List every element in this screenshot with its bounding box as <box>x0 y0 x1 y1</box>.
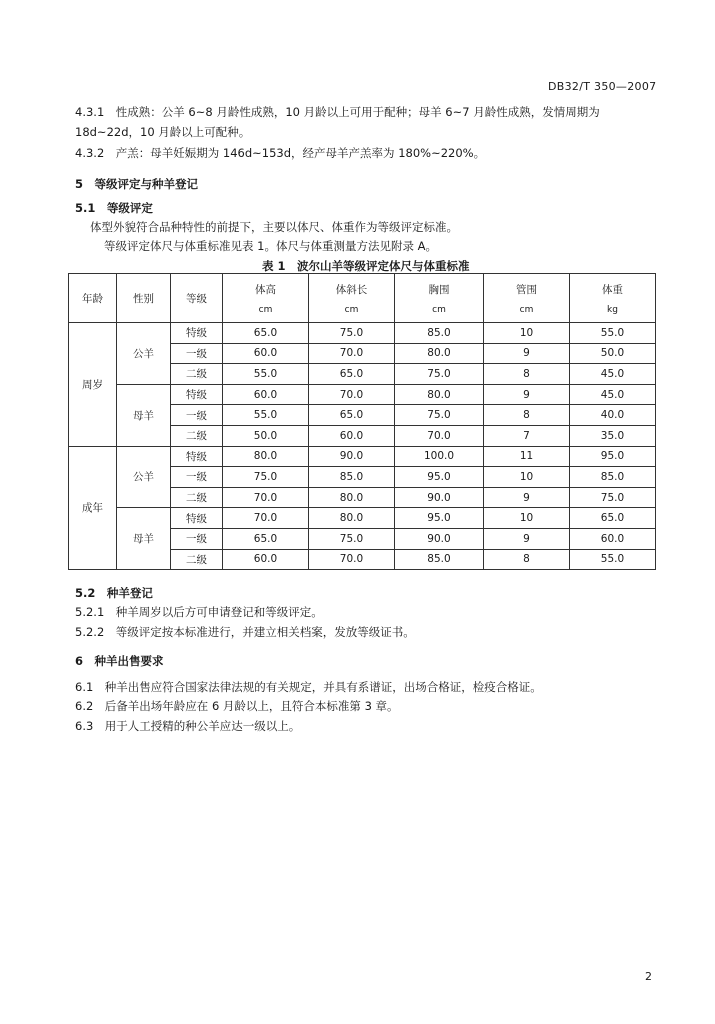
weight-cell: 85.0 <box>570 467 656 488</box>
grade-cell: 特级 <box>171 446 223 467</box>
length-cell: 75.0 <box>309 528 395 549</box>
section-5-2-heading: 5.2 种羊登记 <box>75 586 153 600</box>
grade-cell: 特级 <box>171 384 223 405</box>
height-cell: 60.0 <box>223 343 309 364</box>
chest-cell: 95.0 <box>395 467 484 488</box>
height-cell: 65.0 <box>223 528 309 549</box>
header-age: 年龄 <box>69 274 117 323</box>
length-cell: 70.0 <box>309 549 395 570</box>
chest-cell: 95.0 <box>395 508 484 529</box>
clause-5-2-2: 5.2.2 等级评定按本标准进行，并建立相关档案，发放等级证书。 <box>75 625 415 639</box>
height-cell: 60.0 <box>223 384 309 405</box>
clause-4-3-2: 4.3.2 产羔：母羊妊娠期为 146d~153d，经产母羊产羔率为 180%~220%。 <box>75 146 486 160</box>
clause-4-3-1-cont: 18d~22d，10 月龄以上可配种。 <box>75 125 251 139</box>
header-length <box>309 274 395 323</box>
chest-cell: 85.0 <box>395 549 484 570</box>
cannon-cell: 10 <box>484 508 570 529</box>
weight-cell: 95.0 <box>570 446 656 467</box>
cannon-cell: 9 <box>484 528 570 549</box>
header-height-label: 体高 <box>255 283 276 296</box>
chest-cell: 100.0 <box>395 446 484 467</box>
sex-cell: 母羊 <box>117 384 171 446</box>
clause-6-1: 6.1 种羊出售应符合国家法律法规的有关规定，并具有系谱证，出场合格证，检疫合格证。 <box>75 680 542 694</box>
chest-cell: 75.0 <box>395 405 484 426</box>
length-cell: 65.0 <box>309 364 395 385</box>
sex-cell: 母羊 <box>117 508 171 570</box>
clause-5-1-text-1: 体型外貌符合品种特性的前提下，主要以体尺、体重作为等级评定标准。 <box>90 220 458 234</box>
header-chest-label: 胸围 <box>428 283 450 296</box>
header-weight-label: 体重 <box>602 283 623 296</box>
clause-6-3: 6.3 用于人工授精的种公羊应达一级以上。 <box>75 719 301 733</box>
height-cell: 50.0 <box>223 425 309 446</box>
sex-cell: 公羊 <box>117 323 171 385</box>
height-cell: 55.0 <box>223 364 309 385</box>
cannon-cell: 10 <box>484 467 570 488</box>
clause-5-2-1: 5.2.1 种羊周岁以后方可申请登记和等级评定。 <box>75 605 323 619</box>
age-cell: 周岁 <box>69 323 117 447</box>
standard-code: DB32/T 350—2007 <box>548 80 657 93</box>
length-cell: 75.0 <box>309 323 395 344</box>
sex-cell: 公羊 <box>117 446 171 508</box>
grade-cell: 二级 <box>171 364 223 385</box>
cannon-cell: 7 <box>484 425 570 446</box>
page-number: 2 <box>645 970 652 983</box>
length-cell: 70.0 <box>309 343 395 364</box>
chest-cell: 85.0 <box>395 323 484 344</box>
header-length-label: 体斜长 <box>335 283 368 296</box>
height-cell: 65.0 <box>223 323 309 344</box>
grade-cell: 一级 <box>171 343 223 364</box>
header-cannon <box>484 274 570 323</box>
length-cell: 90.0 <box>309 446 395 467</box>
height-cell: 70.0 <box>223 508 309 529</box>
cannon-cell: 9 <box>484 384 570 405</box>
weight-cell: 55.0 <box>570 323 656 344</box>
header-length-unit: cm <box>344 304 359 315</box>
length-cell: 80.0 <box>309 487 395 508</box>
cannon-cell: 11 <box>484 446 570 467</box>
weight-cell: 45.0 <box>570 364 656 385</box>
section-5-1-heading: 5.1 等级评定 <box>75 201 153 215</box>
chest-cell: 70.0 <box>395 425 484 446</box>
length-cell: 80.0 <box>309 508 395 529</box>
section-6-heading: 6 种羊出售要求 <box>75 654 164 668</box>
height-cell: 70.0 <box>223 487 309 508</box>
table-caption: 表 1 波尔山羊等级评定体尺与体重标准 <box>262 259 470 273</box>
cannon-cell: 8 <box>484 549 570 570</box>
table-row <box>69 446 656 467</box>
chest-cell: 90.0 <box>395 487 484 508</box>
length-cell: 65.0 <box>309 405 395 426</box>
grade-cell: 二级 <box>171 549 223 570</box>
clause-4-3-1: 4.3.1 性成熟：公羊 6~8 月龄性成熟，10 月龄以上可用于配种；母羊 6~7 月龄性成熟，发情周期为 <box>75 105 600 119</box>
length-cell: 70.0 <box>309 384 395 405</box>
weight-cell: 55.0 <box>570 549 656 570</box>
cannon-cell: 9 <box>484 487 570 508</box>
weight-cell: 65.0 <box>570 508 656 529</box>
table-header-row <box>69 274 656 323</box>
grade-cell: 二级 <box>171 487 223 508</box>
chest-cell: 90.0 <box>395 528 484 549</box>
weight-cell: 45.0 <box>570 384 656 405</box>
grade-cell: 特级 <box>171 508 223 529</box>
height-cell: 75.0 <box>223 467 309 488</box>
header-chest-unit: cm <box>432 304 446 315</box>
clause-5-1-text-2: 等级评定体尺与体重标准见表 1。体尺与体重测量方法见附录 A。 <box>104 239 437 253</box>
table-row <box>69 384 656 405</box>
grading-standard-table <box>68 273 656 570</box>
grade-cell: 二级 <box>171 425 223 446</box>
weight-cell: 50.0 <box>570 343 656 364</box>
table-row <box>69 508 656 529</box>
header-height <box>223 274 309 323</box>
height-cell: 80.0 <box>223 446 309 467</box>
grade-cell: 一级 <box>171 528 223 549</box>
header-weight <box>570 274 656 323</box>
grade-cell: 特级 <box>171 323 223 344</box>
clause-6-2: 6.2 后备羊出场年龄应在 6 月龄以上，且符合本标准第 3 章。 <box>75 699 399 713</box>
cannon-cell: 10 <box>484 323 570 344</box>
cannon-cell: 8 <box>484 405 570 426</box>
weight-cell: 75.0 <box>570 487 656 508</box>
height-cell: 55.0 <box>223 405 309 426</box>
header-height-unit: cm <box>258 304 273 315</box>
weight-cell: 35.0 <box>570 425 656 446</box>
cannon-cell: 9 <box>484 343 570 364</box>
section-5-heading: 5 等级评定与种羊登记 <box>75 177 199 191</box>
height-cell: 60.0 <box>223 549 309 570</box>
length-cell: 85.0 <box>309 467 395 488</box>
header-chest <box>395 274 484 323</box>
cannon-cell: 8 <box>484 364 570 385</box>
length-cell: 60.0 <box>309 425 395 446</box>
chest-cell: 75.0 <box>395 364 484 385</box>
header-sex: 性别 <box>117 274 171 323</box>
chest-cell: 80.0 <box>395 384 484 405</box>
chest-cell: 80.0 <box>395 343 484 364</box>
header-weight-unit: kg <box>607 304 618 315</box>
weight-cell: 40.0 <box>570 405 656 426</box>
header-cannon-unit: cm <box>519 304 534 315</box>
weight-cell: 60.0 <box>570 528 656 549</box>
header-grade: 等级 <box>171 274 223 323</box>
header-cannon-label: 管围 <box>516 283 537 296</box>
table-row <box>69 323 656 344</box>
grade-cell: 一级 <box>171 467 223 488</box>
age-cell: 成年 <box>69 446 117 570</box>
grade-cell: 一级 <box>171 405 223 426</box>
